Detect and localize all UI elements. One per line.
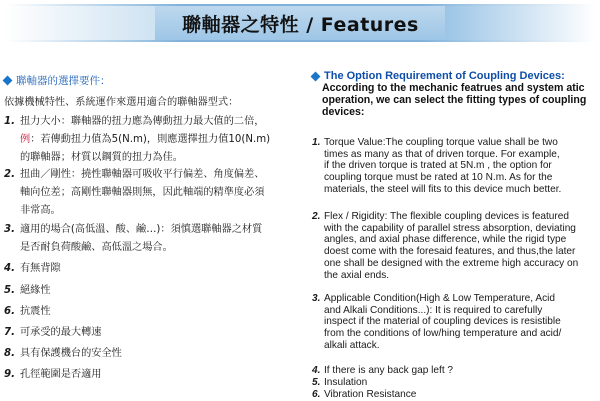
item-text <box>20 166 265 220</box>
page-title: 聯軸器之特性 / Features <box>182 14 419 36</box>
english-item-4 <box>312 365 592 377</box>
chinese-heading-text: 聯軸器的選擇要件： <box>16 75 111 87</box>
item-line-rest: ：若傳動扭力值為5(N.m)，則應選擇扭力值10(N.m) <box>30 134 271 145</box>
chinese-item-9 <box>4 366 102 384</box>
item-number: 6. <box>4 306 15 317</box>
item-text <box>324 211 592 281</box>
item-line: one shall be designed with the extreme high accuracy on <box>324 257 579 269</box>
item-number: 5. <box>4 285 15 296</box>
item-number: 4. <box>4 263 15 274</box>
item-line: doest come with the foresaid features, and thus,the later <box>324 246 576 258</box>
item-line: 是否耐負荷酸鹼、高低溫之場合。 <box>20 242 173 253</box>
item-text: 抗震性 <box>20 306 51 317</box>
item-line: times as many as that of driven torque. For example, <box>324 148 560 160</box>
item-line: materials, the steel will fits to this device much better. <box>324 183 562 195</box>
chinese-item-8 <box>4 345 122 363</box>
item-number: 9. <box>4 369 15 380</box>
item-line: Applicable Condition(High & Low Temperature, Acid <box>324 293 555 304</box>
item-text: 具有保護機台的安全性 <box>20 348 122 359</box>
item-line: 適用的場合(高低溫、酸、鹼…)：須慎選聯軸器之材質 <box>20 224 263 235</box>
item-number: 2. <box>312 211 321 222</box>
item-text <box>324 137 592 196</box>
item-line: if the driven torque is trated at 5N.m , the option for <box>324 160 552 172</box>
item-text: 有無背隙 <box>20 263 61 274</box>
example-label: 例 <box>20 134 31 145</box>
item-line: from the conditions of low/hing temperature and acid/ <box>324 328 562 340</box>
item-line <box>20 131 270 149</box>
banner-top-rule <box>5 4 596 6</box>
item-text: 孔徑範圍是否適用 <box>20 369 102 380</box>
item-line: Torque Value:The coupling torque value shall be two <box>324 137 558 148</box>
chinese-item-3 <box>4 221 262 257</box>
item-number: 7. <box>4 327 15 338</box>
item-number: 8. <box>4 348 15 359</box>
english-intro <box>322 82 600 119</box>
item-text: If there is any back gap left ? <box>324 365 454 376</box>
item-line: 扭曲／剛性：撓性聯軸器可吸收平行偏差、角度偏差、 <box>20 169 265 180</box>
item-line: 非常高。 <box>20 205 61 216</box>
chinese-item-7 <box>4 324 102 342</box>
item-number: 1. <box>312 137 321 148</box>
item-number: 3. <box>4 224 15 235</box>
item-line: alkali attack. <box>324 339 380 351</box>
header-banner <box>5 4 596 42</box>
item-line: angles, and axial phase difference, while the rigid type <box>324 234 567 246</box>
item-text <box>20 221 262 257</box>
item-text: 可承受的最大轉速 <box>20 327 102 338</box>
item-number: 5. <box>312 377 321 388</box>
item-line: 扭力大小：聯軸器的扭力應為傳動扭力最大值的二倍， <box>20 116 265 127</box>
intro-line: operation, we can select the fitting types of coupling <box>322 94 587 107</box>
english-section-heading <box>312 70 565 82</box>
chinese-item-1 <box>4 113 270 167</box>
item-line: coupling torque must be rated at 10 N.m. As for the <box>324 172 553 184</box>
item-text: 絕緣性 <box>20 285 51 296</box>
item-number: 4. <box>312 365 321 376</box>
intro-line: devices: <box>322 106 365 119</box>
chinese-item-4 <box>4 260 61 278</box>
diamond-bullet-icon <box>3 76 13 86</box>
english-item-6 <box>312 389 592 401</box>
item-number: 2. <box>4 169 15 180</box>
chinese-item-6 <box>4 303 51 321</box>
item-line: Flex / Rigidity: The flexible coupling devices is featured <box>324 211 569 222</box>
diamond-bullet-icon <box>311 71 321 81</box>
english-item-2 <box>312 211 592 281</box>
banner-bottom-rule <box>5 40 596 42</box>
english-item-5 <box>312 377 592 389</box>
item-line: 軸向位差；高剛性聯軸器則無，因此軸端的精準度必須 <box>20 187 265 198</box>
item-line: inspect if the material of coupling devices is resistible <box>324 316 561 328</box>
item-text: Vibration Resistance <box>324 389 417 400</box>
english-item-3 <box>312 293 592 352</box>
english-item-1 <box>312 137 592 196</box>
item-line: 的聯軸器；材質以鋼質的扭力為佳。 <box>20 152 183 163</box>
chinese-section-heading <box>4 73 111 88</box>
item-line: with the capability of parallel stress absorption, deviating <box>324 222 576 234</box>
item-text <box>324 293 592 352</box>
item-text <box>20 113 270 167</box>
intro-line: According to the mechanic featrues and system atic <box>322 82 585 94</box>
item-number: 3. <box>312 293 321 304</box>
item-line: the axial ends. <box>324 269 390 281</box>
chinese-item-5 <box>4 282 51 300</box>
item-text: Insulation <box>324 377 368 388</box>
chinese-item-2 <box>4 166 265 220</box>
chinese-intro: 依據機械特性、系統運作來選用適合的聯軸器型式： <box>4 97 239 108</box>
item-line: and Alkali Conditions...): It is required to carefully <box>324 304 543 316</box>
item-number: 6. <box>312 389 321 400</box>
item-number: 1. <box>4 116 15 127</box>
english-heading-text: The Option Requirement of Coupling Devices: <box>324 70 565 82</box>
